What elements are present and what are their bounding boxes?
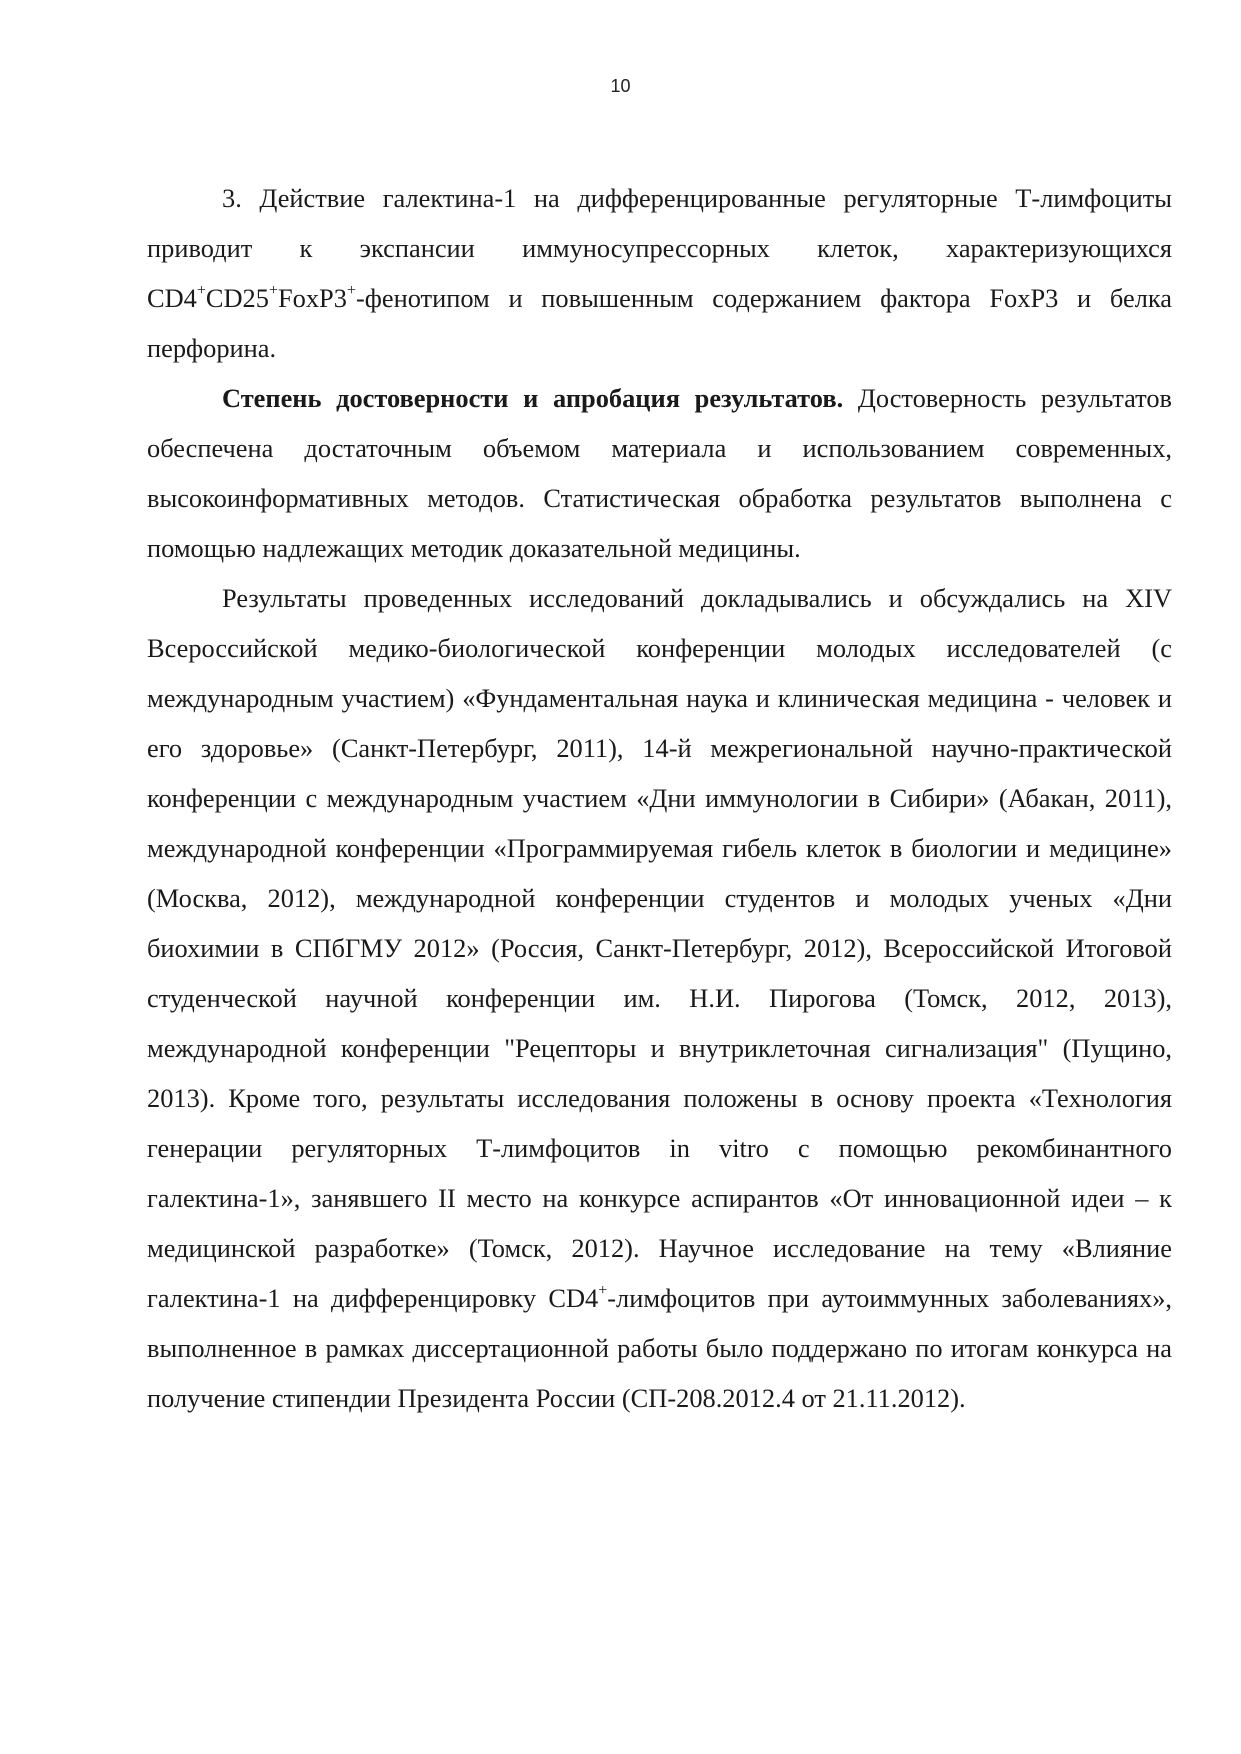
- p3-text-2: -лимфоцитов при аутоиммунных заболеваниях», выполненное в рамках диссертационной работы было поддержано по итогам конкурса на получение стипендии Президента России (СП-208.2012.4 от 21.11.2012).: [147, 1283, 1172, 1413]
- p1-text-3: FoxP3: [277, 283, 347, 313]
- p3-superscript-1: +: [598, 1282, 608, 1300]
- paragraph-approbation: [147, 573, 1172, 1423]
- p2-text: Достоверность результатов обеспечена достаточным объемом материала и использованием современных, высокоинформативных методов. Статистическая обработка результатов выполнена с помощью надлежащих методик доказательной медицины.: [147, 383, 1172, 563]
- page-number: 10: [610, 76, 631, 96]
- p1-text-1: 3. Действие галектина-1 на дифференцированные регуляторные Т-лимфоциты приводит к экспансии иммуносупрессорных клеток, характеризующихся CD4: [147, 183, 1172, 313]
- p1-superscript-2: +: [268, 282, 278, 300]
- paragraph-reliability: [147, 373, 1172, 573]
- p1-text-2: CD25: [205, 283, 269, 313]
- p3-text-1: Результаты проведенных исследований докладывались и обсуждались на XIV Всероссийской медико-биологической конференции молодых исследователей (с международным участием) «Фундаментальная наука и клиническая медицина - человек и его здоровье» (Санкт-Петербург, 2011), 14-й межрегиональной научно-практической конференции с международным участием «Дни иммунологии в Сибири» (Абакан, 2011), международной конференции «Программируемая гибель клеток в биологии и медицине» (Москва, 2012), международной конференции студентов и молодых ученых «Дни биохимии в СПбГМУ 2012» (Россия, Санкт-Петербург, 2012), Всероссийской Итоговой студенческой научной конференции им. Н.И. Пирогова (Томск, 2012, 2013), международной конференции "Рецепторы и внутриклеточная сигнализация" (Пущино, 2013). Кроме того, результаты исследования положены в основу проекта «Технология генерации регуляторных Т-лимфоцитов in vitro с помощью рекомбинантного галектина-1», занявшего II место на конкурсе аспирантов «От инновационной идеи – к медицинской разработке» (Томск, 2012). Научное исследование на тему «Влияние галектина-1 на дифференцировку CD4: [147, 583, 1172, 1313]
- p1-text-4: -фенотипом и повышенным содержанием фактора FoxP3 и белка перфорина.: [147, 283, 1172, 363]
- p1-superscript-3: +: [346, 282, 356, 300]
- section-heading: Степень достоверности и апробация результатов.: [222, 383, 844, 413]
- paragraph-conclusion-3: [147, 173, 1172, 373]
- p1-superscript-1: +: [196, 282, 206, 300]
- body-text: [147, 173, 1172, 1423]
